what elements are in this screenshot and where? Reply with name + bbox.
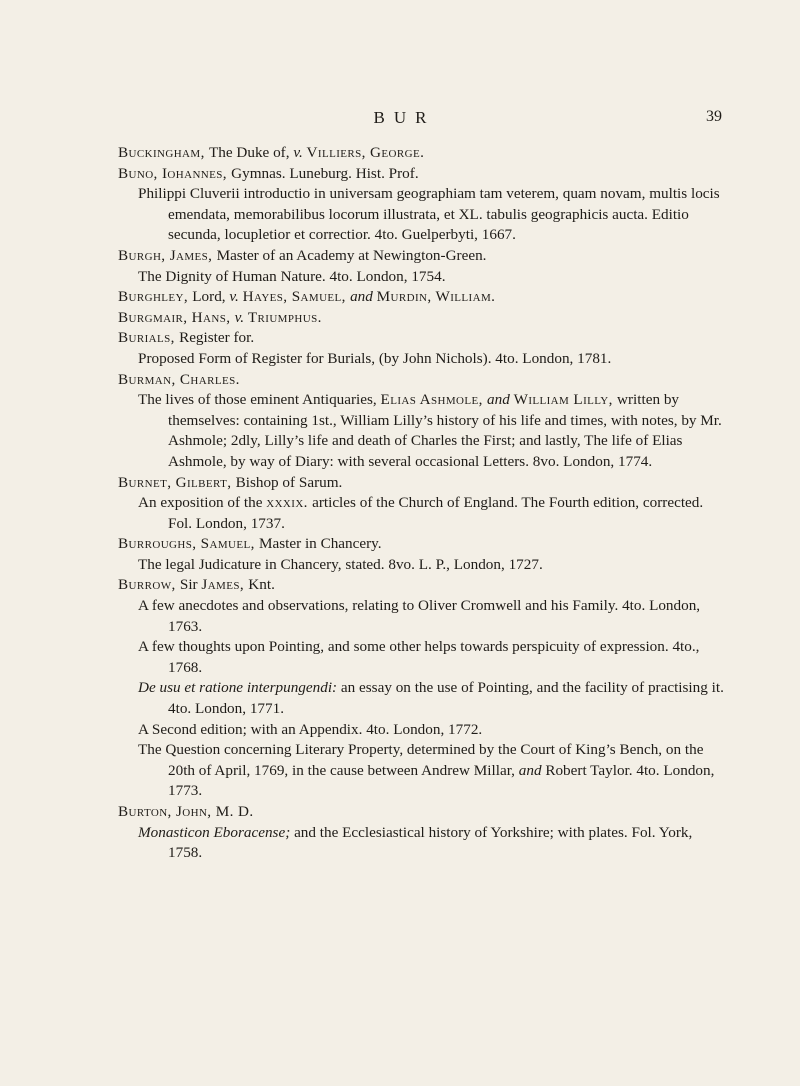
catalogue-entry	[118, 802, 728, 864]
catalogue-entry	[118, 287, 728, 308]
entry-heading	[118, 246, 728, 267]
text-segment: v.	[293, 144, 307, 161]
catalogue-entry	[118, 308, 728, 329]
text-segment: Sir	[179, 576, 202, 594]
entry-heading	[118, 473, 728, 494]
text-segment: Philippi Cluverii introductio in universam geographiam tam veterem, quam novam, multis locis emendata, memorabilibus locorum illustrata, et XL. tabulis geographicis aucta. Editio secunda, locupletior et correctior. 4to. Guelperbyti, 1667.	[138, 185, 720, 244]
catalogue-entry	[118, 370, 728, 473]
entry-work	[118, 596, 728, 637]
text-segment: and the Ecclesiastical history of Yorkshire; with plates. Fol. York, 1758.	[168, 823, 693, 862]
text-segment: Bishop of Sarum.	[235, 473, 343, 491]
catalogue-entry	[118, 246, 728, 287]
entry-work	[118, 740, 728, 802]
entry-work	[118, 493, 728, 534]
text-segment: Villiers, George.	[306, 144, 425, 161]
text-segment: Burroughs, Samuel,	[118, 535, 259, 553]
entry-work	[118, 349, 728, 370]
catalogue-entries	[118, 143, 728, 864]
text-segment: and	[518, 761, 546, 779]
text-segment: Gymnas. Luneburg. Hist. Prof.	[231, 164, 419, 182]
text-segment: Burghley,	[118, 288, 193, 306]
text-segment: articles of the Church of England. The Fourth edition, corrected. Fol. London, 1737.	[168, 494, 704, 532]
text-segment: Burgmair, Hans,	[118, 308, 235, 326]
entry-heading	[118, 287, 728, 308]
text-segment: A few thoughts upon Pointing, and some other helps towards perspicuity of expression. 4to., 1768.	[138, 638, 700, 676]
text-segment: An exposition of the	[138, 494, 267, 512]
entry-heading	[118, 328, 728, 349]
page-number: 39	[706, 108, 722, 125]
text-segment: written by themselves: containing 1st., William Lilly’s history of his life and times, with notes, by Mr. Ashmole; 2dly, Lilly’s life and death of Charles the First; and lastly, The life of Elias Ashmole, by way of Diary: with several occasional Letters. 8vo. London, 1774.	[168, 391, 722, 470]
entry-heading	[118, 143, 728, 164]
text-segment: and	[350, 288, 377, 306]
text-segment: The Duke of,	[208, 144, 294, 161]
text-segment: Hayes, Samuel,	[242, 288, 351, 306]
entry-heading	[118, 802, 728, 823]
entry-heading	[118, 534, 728, 555]
entry-work	[118, 267, 728, 288]
catalogue-entry	[118, 575, 728, 802]
entry-work	[118, 720, 728, 741]
text-segment: v.	[229, 288, 243, 306]
text-segment: xxxix.	[266, 494, 313, 512]
text-segment: Knt.	[248, 576, 275, 594]
entry-work	[118, 555, 728, 576]
running-head: BUR	[373, 108, 436, 127]
text-segment: The Question concerning Literary Property, determined by the Court of King’s Bench, on the 20th of April, 1769, in the cause between Andrew Millar,	[138, 741, 704, 779]
text-segment: Register for.	[179, 329, 255, 347]
catalogue-entry	[118, 143, 728, 164]
catalogue-entry	[118, 164, 728, 246]
entry-work	[118, 184, 728, 246]
text-segment: Elias Ashmole,	[380, 391, 487, 409]
text-segment: Master of an Academy at Newington-Green.	[216, 246, 487, 264]
entry-work	[118, 823, 728, 864]
text-segment: Burman, Charles.	[118, 370, 240, 388]
text-segment: The legal Judicature in Chancery, stated. 8vo. L. P., London, 1727.	[138, 555, 543, 573]
text-segment: Proposed Form of Register for Burials, (by John Nichols). 4to. London, 1781.	[138, 349, 612, 367]
entry-work	[118, 678, 728, 719]
entry-work	[118, 390, 728, 472]
text-segment: an essay on the use of Pointing, and the facility of practising it. 4to. London, 1771.	[168, 679, 724, 718]
text-segment: William Lilly,	[513, 391, 618, 409]
catalogue-entry	[118, 473, 728, 535]
entry-heading	[118, 308, 728, 329]
text-segment: The lives of those eminent Antiquaries,	[138, 391, 381, 409]
text-segment: v.	[234, 308, 248, 326]
text-segment: Murdin, William.	[376, 288, 496, 306]
text-segment: Burgh, James,	[118, 246, 217, 264]
text-segment: A Second edition; with an Appendix. 4to. London, 1772.	[138, 720, 483, 738]
text-segment: Burton, John, M. D.	[118, 803, 254, 820]
text-segment: Buno, Iohannes,	[118, 164, 232, 182]
text-segment: and	[487, 391, 514, 409]
text-segment: The Dignity of Human Nature. 4to. London, 1754.	[138, 267, 446, 285]
text-segment: Lord,	[192, 288, 230, 306]
entry-heading	[118, 164, 728, 185]
text-segment: De usu et ratione interpungendi:	[138, 679, 341, 697]
text-segment: Buckingham,	[118, 144, 209, 161]
entry-work	[118, 637, 728, 678]
text-segment: Triumphus.	[247, 308, 322, 326]
catalogue-entry	[118, 328, 728, 369]
text-segment: James,	[201, 576, 249, 594]
text-segment: A few anecdotes and observations, relating to Oliver Cromwell and his Family. 4to. London, 1763.	[138, 597, 701, 635]
entry-heading	[118, 370, 728, 391]
text-segment: Master in Chancery.	[258, 535, 382, 553]
text-segment: Burials,	[118, 329, 180, 347]
catalogue-entry	[118, 534, 728, 575]
text-segment: Robert Taylor. 4to. London, 1773.	[168, 761, 715, 800]
entry-heading	[118, 575, 728, 596]
text-segment: Burnet, Gilbert,	[118, 473, 236, 491]
text-segment: Burrow,	[118, 576, 180, 594]
page-header	[0, 108, 800, 132]
text-segment: Monasticon Eboracense;	[138, 823, 295, 841]
